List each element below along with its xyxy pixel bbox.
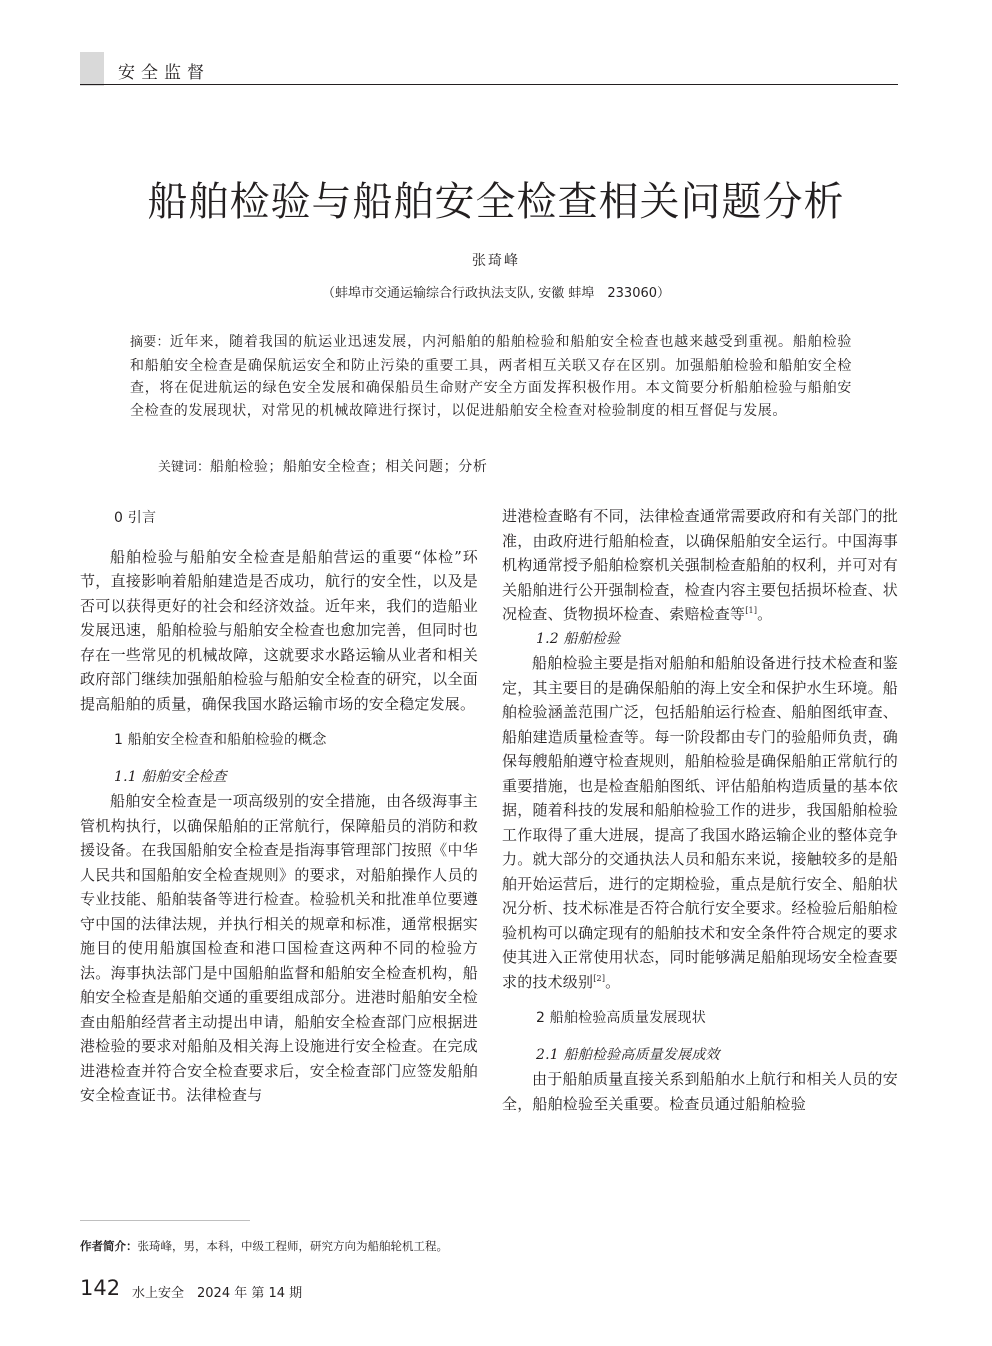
section-marker-block (80, 52, 104, 86)
abstract (130, 331, 852, 422)
heading-intro: 0 引言 (114, 510, 157, 526)
heading-section-1-2: 1.2 船舶检验 (536, 630, 621, 647)
abstract-label: 摘要： (130, 335, 170, 350)
footnote-rule (80, 1220, 250, 1221)
citation-1[interactable]: [1] (745, 606, 758, 615)
page-number: 142 (80, 1276, 121, 1300)
paragraph-intro: 船舶检验与船舶安全检查是船舶营运的重要“体检”环节，直接影响着船舶建造是否成功，航行的安全性，以及是否可以获得更好的社会和经济效益。近年来，我们的造船业发展迅速，船舶检验与船舶安全检查也愈加完善，但同时也存在一些常见的机械故障，这就要求水路运输从业者和相关政府部门继续加强船舶检验与船舶安全检查的研究，以全面提高船舶的质量，确保我国水路运输市场的安全稳定发展。 (80, 547, 478, 713)
footnote-text: 张琦峰，男，本科，中级工程师，研究方向为船舶轮机工程。 (137, 1239, 448, 1253)
journal-info: 水上安全 2024 年 第 14 期 (132, 1286, 303, 1301)
paragraph-continued-text: 进港检查略有不同，法律检查通常需要政府和有关部门的批准，由政府进行船舶检查，以确保船舶安全运行。中国海事机构通常授予船舶检察机关强制检查船舶的权利，并可对有关船舶进行公开强制检查，检查内容主要包括损坏检查、状况检查、货物损坏检查、索赔检查等 (502, 507, 898, 623)
footnote-label: 作者简介： (80, 1239, 138, 1253)
paragraph-continued-end: 。 (757, 605, 773, 623)
keywords-label: 关键词： (158, 460, 211, 475)
article-title: 船舶检验与船舶安全检查相关问题分析 (147, 179, 845, 225)
author-footnote (80, 1238, 448, 1254)
heading-section-2-1: 2.1 船舶检验高质量发展成效 (536, 1046, 720, 1063)
heading-section-1-1: 1.1 船舶安全检查 (114, 768, 227, 785)
paragraph-section-1-1: 船舶安全检查是一项高级别的安全措施，由各级海事主管机构执行，以确保船舶的正常航行，保障船员的消防和救援设备。在我国船舶安全检查是指海事管理部门按照《中华人民共和国船舶安全检查规则》的要求，对船舶操作人员的专业技能、船舶装备等进行检查。检验机关和批准单位要遵守中国的法律法规，并执行相关的规章和标准，通常根据实施目的使用船旗国检查和港口国检查这两种不同的检验方法。海事执法部门是中国船舶监督和船舶安全检查机构，船舶安全检查是船舶交通的重要组成部分。进港时船舶安全检查由船舶经营者主动提出申请，船舶安全检查部门应根据进港检验的要求对船舶及相关海上设施进行安全检查。在完成进港检查并符合安全检查要求后，安全检查部门应签发船舶安全检查证书。法律检查与 (80, 792, 478, 1104)
paragraph-section-1-2-text: 船舶检验主要是指对船舶和船舶设备进行技术检查和鉴定，其主要目的是确保船舶的海上安全和保护水生环境。船舶检验涵盖范围广泛，包括船舶运行检查、船舶图纸审查、船舶建造质量检查等。每一阶段都由专门的验船师负责，确保每艘船舶遵守检查规则，船舶检验是确保船舶正常航行的重要措施，也是检查船舶图纸、评估船舶构造质量的基本依据，随着科技的发展和船舶检验工作的进步，我国船舶检验工作取得了重大进展，提高了我国水路运输企业的整体竞争力。就大部分的交通执法人员和船东来说，接触较多的是船舶开始运营后，进行的定期检验，重点是航行安全、船舶状况分析、技术标准是否符合航行安全要求。经检验后船舶检验机构可以确定现有的船舶技术和安全条件符合规定的要求使其进入正常使用状态，同时能够满足船舶现场安全检查要求的技术级别 (502, 654, 898, 991)
paragraph-section-2-1: 由于船舶质量直接关系到船舶水上航行和相关人员的安全，船舶检验至关重要。检查员通过船舶检验 (502, 1070, 898, 1113)
heading-section-2: 2 船舶检验高质量发展现状 (536, 1010, 706, 1026)
section-header: 安全监督 (118, 63, 210, 83)
abstract-text: 近年来，随着我国的航运业迅速发展，内河船舶的船舶检验和船舶安全检查也越来越受到重视。船舶检验和船舶安全检查是确保航运安全和防止污染的重要工具，两者相互关联又存在区别。加强船舶检验和船舶安全检查，将在促进航运的绿色安全发展和确保船员生命财产安全方面发挥积极作用。本文简要分析船舶检验与船舶安全检查的发展现状，对常见的机械故障进行探讨，以促进船舶安全检查对检验制度的相互督促与发展。 (130, 334, 852, 419)
keywords (158, 456, 487, 476)
citation-2[interactable]: [2] (593, 973, 606, 983)
heading-section-1: 1 船舶安全检查和船舶检验的概念 (114, 732, 327, 748)
author: 张琦峰 (472, 253, 520, 269)
right-column (502, 504, 898, 1116)
left-column (80, 506, 478, 1108)
paragraph-continued (502, 504, 898, 627)
paragraph-section-1-2 (502, 651, 898, 994)
header-rule (80, 84, 898, 85)
paragraph-section-1-2-end: 。 (605, 972, 621, 991)
keywords-text: 船舶检验；船舶安全检查；相关问题；分析 (210, 459, 488, 475)
affiliation: （蚌埠市交通运输综合行政执法支队, 安徽 蚌埠 233060） (321, 286, 671, 301)
